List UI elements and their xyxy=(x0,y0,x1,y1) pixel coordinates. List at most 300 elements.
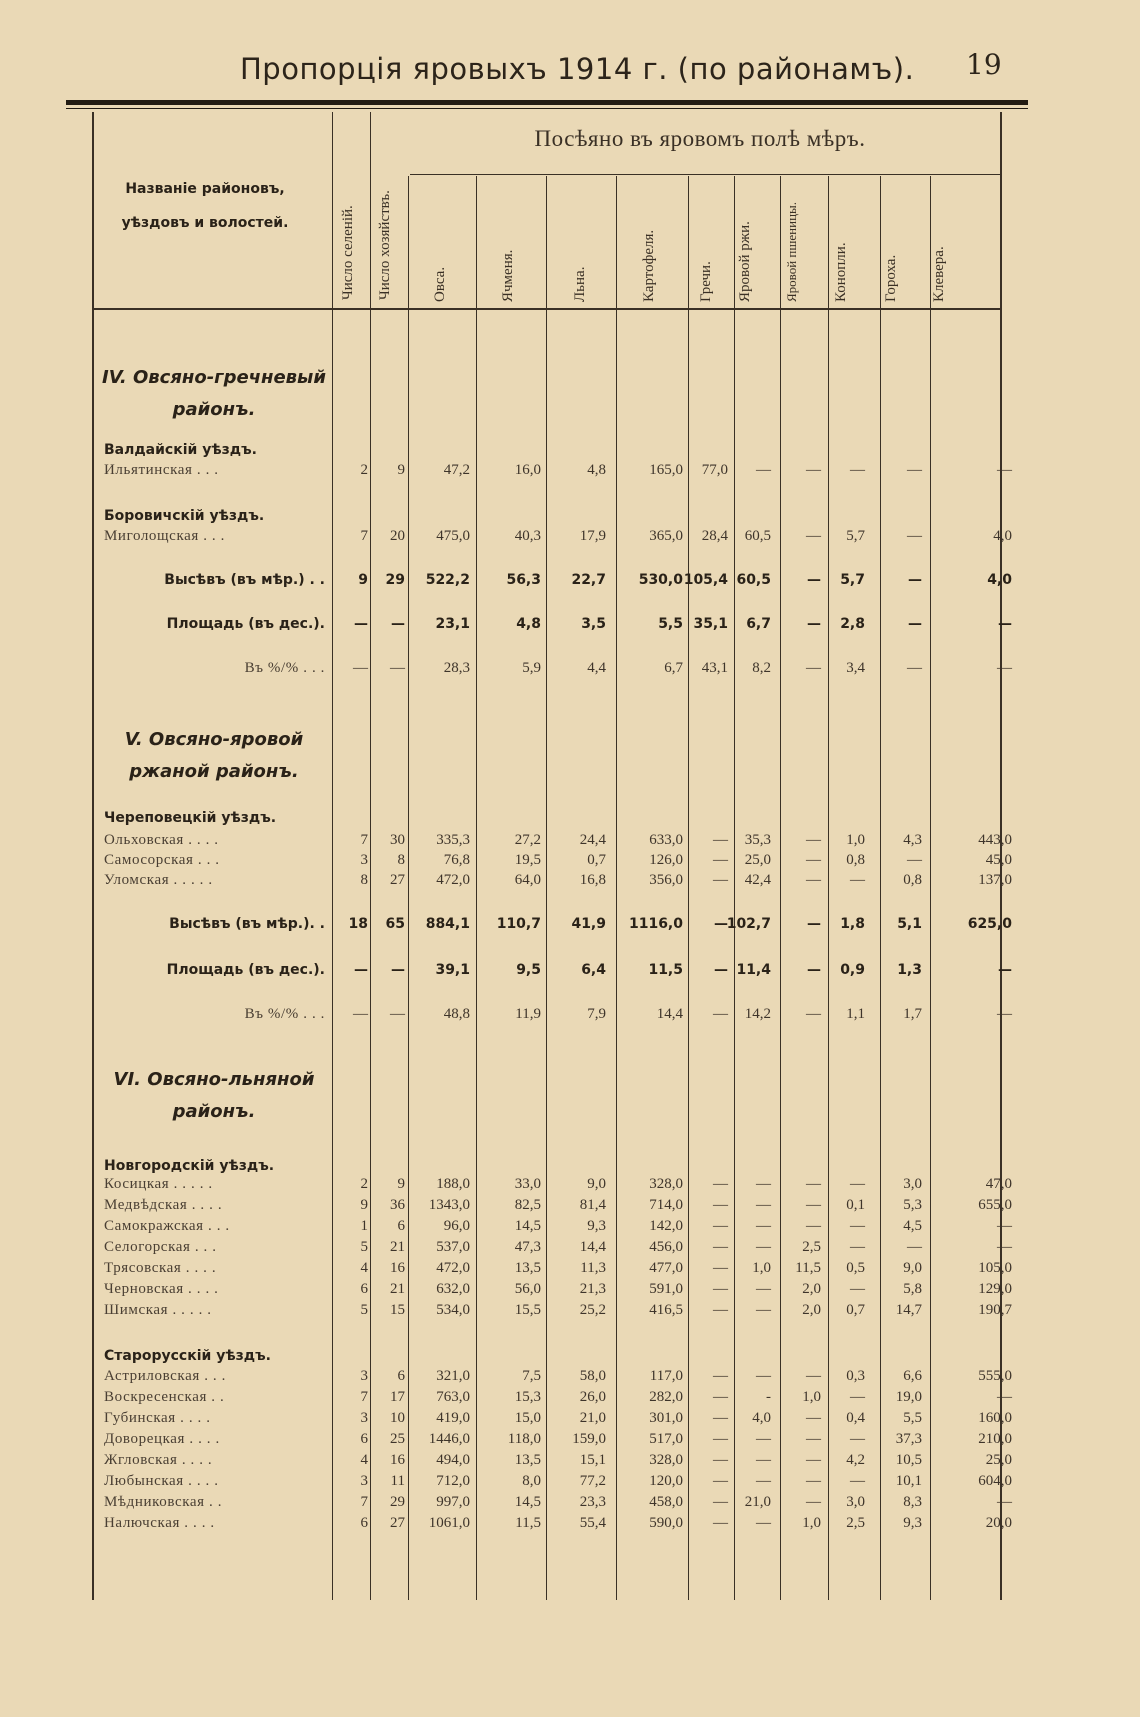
cell-value: — xyxy=(806,1197,821,1213)
cell-value: 16 xyxy=(390,1452,405,1468)
cell-value: 714,0 xyxy=(649,1197,683,1213)
header-names: Названіе районовъ, уѣздовъ и волостей. xyxy=(121,181,289,231)
row-name: Жгловская . . . . xyxy=(104,1452,213,1468)
cell-value: 55,4 xyxy=(579,1515,606,1531)
cell-value: 2,0 xyxy=(802,1281,821,1297)
cell-value: — xyxy=(850,872,865,888)
cell-value: 1116,0 xyxy=(628,916,683,932)
cell-value: 165,0 xyxy=(649,462,683,478)
cell-value: 301,0 xyxy=(649,1410,683,1426)
cell-value: 15,1 xyxy=(579,1452,606,1468)
cell-value: 39,1 xyxy=(435,962,470,978)
cell-value: 633,0 xyxy=(649,832,683,848)
cell-value: 0,3 xyxy=(846,1368,865,1384)
cell-value: 21,0 xyxy=(744,1494,771,1510)
cell-value: 19,0 xyxy=(895,1389,922,1405)
cell-value: 77,2 xyxy=(579,1473,606,1489)
cell-value: 4,4 xyxy=(587,660,606,676)
cell-value: 0,8 xyxy=(846,852,865,868)
row-name: Косицкая . . . . . xyxy=(104,1176,213,1192)
cell-value: 190,7 xyxy=(978,1302,1012,1318)
cell-value: 15,5 xyxy=(514,1302,541,1318)
table-row xyxy=(0,1410,1140,1430)
row-name: Медвѣдская . . . . xyxy=(104,1197,223,1213)
cell-value: — xyxy=(713,1515,728,1531)
cell-value: 4,8 xyxy=(587,462,606,478)
cell-value: 0,9 xyxy=(840,962,865,978)
cell-value: — xyxy=(713,1410,728,1426)
cell-value: — xyxy=(908,616,922,632)
table-row xyxy=(0,1239,1140,1259)
cell-value: 282,0 xyxy=(649,1389,683,1405)
cell-value: 7,5 xyxy=(522,1368,541,1384)
row-name: Шимская . . . . . xyxy=(104,1302,212,1318)
top-rule-thin xyxy=(66,108,1028,109)
cell-value: — xyxy=(713,1452,728,1468)
cell-value: 19,5 xyxy=(514,852,541,868)
row-name: Любынская . . . . xyxy=(104,1473,219,1489)
cell-value: 530,0 xyxy=(638,572,683,588)
row-name: Доворецкая . . . . xyxy=(104,1431,220,1447)
cell-value: 21 xyxy=(390,1281,405,1297)
cell-value: 65 xyxy=(385,916,405,932)
cell-value: 8,2 xyxy=(752,660,771,676)
cell-value: — xyxy=(806,1006,821,1022)
cell-value: 6 xyxy=(397,1218,405,1234)
cell-value: 210,0 xyxy=(978,1431,1012,1447)
cell-value: — xyxy=(850,1239,865,1255)
cell-value: 1343,0 xyxy=(428,1197,470,1213)
cell-value: 9,3 xyxy=(903,1515,922,1531)
cell-value: — xyxy=(390,660,405,676)
cell-value: — xyxy=(907,528,922,544)
cell-value: 6 xyxy=(397,1368,405,1384)
cell-value: 4,5 xyxy=(903,1218,922,1234)
cell-value: 335,3 xyxy=(436,832,470,848)
cell-value: 6 xyxy=(360,1281,368,1297)
percent-row xyxy=(0,660,1140,680)
header-crop: Картофеля. xyxy=(641,229,657,302)
cell-value: 22,7 xyxy=(571,572,606,588)
cell-value: 884,1 xyxy=(425,916,470,932)
cell-value: 11,5 xyxy=(795,1260,821,1276)
cell-value: 8,3 xyxy=(903,1494,922,1510)
table-row xyxy=(0,528,1140,548)
table-row xyxy=(0,1515,1140,1535)
cell-value: 56,0 xyxy=(514,1281,541,1297)
cell-value: 5,5 xyxy=(903,1410,922,1426)
cell-value: 5,3 xyxy=(903,1197,922,1213)
cell-value: 8 xyxy=(397,852,405,868)
cell-value: 37,3 xyxy=(895,1431,922,1447)
cell-value: 591,0 xyxy=(649,1281,683,1297)
cell-value: — xyxy=(756,1218,771,1234)
cell-value: 17 xyxy=(390,1389,405,1405)
cell-value: 1,0 xyxy=(846,832,865,848)
cell-value: 5,7 xyxy=(840,572,865,588)
cell-value: 33,0 xyxy=(514,1176,541,1192)
cell-value: — xyxy=(713,1389,728,1405)
row-name: Налючская . . . . xyxy=(104,1515,215,1531)
cell-value: — xyxy=(850,1281,865,1297)
cell-value: 5,1 xyxy=(897,916,922,932)
cell-value: 81,4 xyxy=(579,1197,606,1213)
cell-value: — xyxy=(714,916,728,932)
cell-value: 419,0 xyxy=(436,1410,470,1426)
cell-value: 494,0 xyxy=(436,1452,470,1468)
cell-value: 117,0 xyxy=(649,1368,683,1384)
cell-value: — xyxy=(756,1431,771,1447)
cell-value: 458,0 xyxy=(649,1494,683,1510)
cell-value: — xyxy=(806,462,821,478)
header-crop: Льна. xyxy=(572,266,588,302)
cell-value: 42,4 xyxy=(744,872,771,888)
table-row xyxy=(0,1389,1140,1409)
uezd-heading: Череповецкій уѣздъ. xyxy=(104,810,277,826)
row-name: Селогорская . . . xyxy=(104,1239,217,1255)
cell-value: 43,1 xyxy=(701,660,728,676)
row-name: Высѣвъ (въ мѣр.). . xyxy=(169,916,325,932)
cell-value: — xyxy=(713,1368,728,1384)
cell-value: — xyxy=(807,916,821,932)
cell-value: 15,0 xyxy=(514,1410,541,1426)
cell-value: 110,7 xyxy=(496,916,541,932)
header-crop: Яровой ржи. xyxy=(737,221,753,302)
cell-value: 5 xyxy=(360,1239,368,1255)
cell-value: 3,0 xyxy=(903,1176,922,1192)
cell-value: 2,5 xyxy=(846,1515,865,1531)
row-name: Высѣвъ (въ мѣр.) . . xyxy=(164,572,325,588)
table-row xyxy=(0,852,1140,872)
cell-value: 10,5 xyxy=(895,1452,922,1468)
cell-value: 534,0 xyxy=(436,1302,470,1318)
cell-value: — xyxy=(997,1006,1012,1022)
table-row xyxy=(0,1368,1140,1388)
cell-value: 76,8 xyxy=(443,852,470,868)
cell-value: — xyxy=(850,1176,865,1192)
cell-value: 472,0 xyxy=(436,1260,470,1276)
cell-value: 328,0 xyxy=(649,1452,683,1468)
cell-value: — xyxy=(354,616,368,632)
header-crop: Ячменя. xyxy=(500,249,516,302)
row-name: Черновская . . . . xyxy=(104,1281,219,1297)
cell-value: 23,1 xyxy=(435,616,470,632)
uezd-heading: Боровичскій уѣздъ. xyxy=(104,508,265,524)
total-row xyxy=(0,916,1140,936)
cell-value: 14,2 xyxy=(744,1006,771,1022)
cell-value: 15,3 xyxy=(514,1389,541,1405)
cell-value: 6,6 xyxy=(903,1368,922,1384)
cell-value: 9 xyxy=(358,572,368,588)
cell-value: — xyxy=(713,1494,728,1510)
cell-value: — xyxy=(806,1176,821,1192)
cell-value: 0,5 xyxy=(846,1260,865,1276)
cell-value: 6,7 xyxy=(664,660,683,676)
cell-value: — xyxy=(806,1494,821,1510)
cell-value: — xyxy=(713,832,728,848)
cell-value: — xyxy=(713,1260,728,1276)
header-crop: Овса. xyxy=(432,266,448,302)
cell-value: 41,9 xyxy=(571,916,606,932)
cell-value: 29 xyxy=(390,1494,405,1510)
cell-value: 35,3 xyxy=(744,832,771,848)
cell-value: 188,0 xyxy=(436,1176,470,1192)
cell-value: — xyxy=(713,1473,728,1489)
cell-value: 472,0 xyxy=(436,872,470,888)
cell-value: 3 xyxy=(360,1473,368,1489)
page-number: 19 xyxy=(966,48,1002,81)
row-name: Губинская . . . . xyxy=(104,1410,211,1426)
cell-value: — xyxy=(756,462,771,478)
cell-value: 26,0 xyxy=(579,1389,606,1405)
cell-value: — xyxy=(390,1006,405,1022)
cell-value: — xyxy=(998,962,1012,978)
cell-value: 9,0 xyxy=(587,1176,606,1192)
cell-value: — xyxy=(850,1473,865,1489)
cell-value: — xyxy=(806,852,821,868)
uezd-heading: Новгородскій уѣздъ. xyxy=(104,1158,275,1174)
table-row xyxy=(0,1176,1140,1196)
cell-value: 416,5 xyxy=(649,1302,683,1318)
cell-value: - xyxy=(766,1389,771,1405)
cell-value: — xyxy=(353,1006,368,1022)
cell-value: 6,4 xyxy=(581,962,606,978)
cell-value: 5 xyxy=(360,1302,368,1318)
cell-value: 48,8 xyxy=(443,1006,470,1022)
uezd-heading: Валдайскій уѣздъ. xyxy=(104,442,257,458)
cell-value: 21,3 xyxy=(579,1281,606,1297)
cell-value: 24,4 xyxy=(579,832,606,848)
cell-value: 36 xyxy=(390,1197,405,1213)
cell-value: 56,3 xyxy=(506,572,541,588)
row-name: Въ %/% . . . xyxy=(244,1006,325,1022)
cell-value: 47,3 xyxy=(514,1239,541,1255)
cell-value: — xyxy=(756,1197,771,1213)
cell-value: 1,7 xyxy=(903,1006,922,1022)
cell-value: — xyxy=(391,962,405,978)
cell-value: 4,2 xyxy=(846,1452,865,1468)
cell-value: 159,0 xyxy=(572,1431,606,1447)
cell-value: 3 xyxy=(360,1410,368,1426)
cell-value: 5,8 xyxy=(903,1281,922,1297)
cell-value: — xyxy=(907,852,922,868)
cell-value: 60,5 xyxy=(736,572,771,588)
cell-value: 30 xyxy=(390,832,405,848)
cell-value: 4,0 xyxy=(987,572,1012,588)
cell-value: 590,0 xyxy=(649,1515,683,1531)
cell-value: — xyxy=(807,616,821,632)
header-bottom-rule xyxy=(92,308,1002,310)
cell-value: — xyxy=(756,1515,771,1531)
cell-value: 14,5 xyxy=(514,1218,541,1234)
cell-value: — xyxy=(850,1389,865,1405)
cell-value: 3 xyxy=(360,1368,368,1384)
cell-value: 16 xyxy=(390,1260,405,1276)
cell-value: 3,4 xyxy=(846,660,865,676)
cell-value: 129,0 xyxy=(978,1281,1012,1297)
cell-value: 7 xyxy=(360,832,368,848)
cell-value: — xyxy=(353,660,368,676)
cell-value: — xyxy=(907,1239,922,1255)
cell-value: — xyxy=(806,660,821,676)
cell-value: 321,0 xyxy=(436,1368,470,1384)
cell-value: — xyxy=(908,572,922,588)
uezd-heading: Старорусскій уѣздъ. xyxy=(104,1348,271,1364)
cell-value: 25,0 xyxy=(744,852,771,868)
cell-value: 4 xyxy=(360,1452,368,1468)
cell-value: 17,9 xyxy=(579,528,606,544)
table-row xyxy=(0,1281,1140,1301)
header-villages: Число селеній. xyxy=(340,205,356,300)
cell-value: 60,5 xyxy=(744,528,771,544)
cell-value: — xyxy=(997,1494,1012,1510)
cell-value: — xyxy=(806,1473,821,1489)
cell-value: — xyxy=(713,872,728,888)
cell-value: 7,9 xyxy=(587,1006,606,1022)
cell-value: 13,5 xyxy=(514,1260,541,1276)
cell-value: — xyxy=(806,1218,821,1234)
cell-value: 1,3 xyxy=(897,962,922,978)
cell-value: 10 xyxy=(390,1410,405,1426)
cell-value: 4,0 xyxy=(752,1410,771,1426)
cell-value: — xyxy=(907,462,922,478)
cell-value: 27 xyxy=(390,1515,405,1531)
cell-value: — xyxy=(907,660,922,676)
district-heading: VI. Овсяно-льняной районъ. xyxy=(113,1069,315,1122)
header-crop: Клевера. xyxy=(931,246,947,302)
cell-value: — xyxy=(806,872,821,888)
cell-value: 105,4 xyxy=(683,572,728,588)
header-crop: Яровой пшеницы. xyxy=(784,201,799,302)
cell-value: 5,7 xyxy=(846,528,865,544)
cell-value: 35,1 xyxy=(693,616,728,632)
cell-value: 11,3 xyxy=(580,1260,606,1276)
cell-value: — xyxy=(998,616,1012,632)
district-heading: IV. Овсяно-гречневый районъ. xyxy=(102,367,326,420)
cell-value: 1 xyxy=(360,1218,368,1234)
district-heading: V. Овсяно-яровой ржаной районъ. xyxy=(124,729,304,782)
cell-value: 443,0 xyxy=(978,832,1012,848)
cell-value: 7 xyxy=(360,1494,368,1510)
cell-value: 5,5 xyxy=(658,616,683,632)
cell-value: 18 xyxy=(348,916,368,932)
cell-value: 6,7 xyxy=(746,616,771,632)
table-row xyxy=(0,872,1140,892)
header-households: Число хозяйствъ. xyxy=(377,190,393,300)
row-name: Воскресенская . . xyxy=(104,1389,225,1405)
cell-value: 632,0 xyxy=(436,1281,470,1297)
row-name: Площадь (въ дес.). xyxy=(166,962,325,978)
area-row xyxy=(0,962,1140,982)
cell-value: 10,1 xyxy=(895,1473,922,1489)
cell-value: 142,0 xyxy=(649,1218,683,1234)
cell-value: 2,8 xyxy=(840,616,865,632)
cell-value: 14,4 xyxy=(656,1006,683,1022)
cell-value: 11,5 xyxy=(648,962,683,978)
cell-value: — xyxy=(807,962,821,978)
cell-value: 475,0 xyxy=(436,528,470,544)
cell-value: — xyxy=(713,1239,728,1255)
total-row xyxy=(0,572,1140,592)
percent-row xyxy=(0,1006,1140,1026)
cell-value: 2 xyxy=(360,462,368,478)
cell-value: — xyxy=(806,1368,821,1384)
cell-value: — xyxy=(713,852,728,868)
table-row xyxy=(0,832,1140,852)
sown-subheader-rule xyxy=(410,174,1000,175)
cell-value: 137,0 xyxy=(978,872,1012,888)
cell-value: 5,9 xyxy=(522,660,541,676)
cell-value: 477,0 xyxy=(649,1260,683,1276)
cell-value: — xyxy=(850,462,865,478)
cell-value: — xyxy=(997,1239,1012,1255)
cell-value: 25,2 xyxy=(579,1302,606,1318)
cell-value: 9 xyxy=(397,1176,405,1192)
cell-value: 625,0 xyxy=(967,916,1012,932)
cell-value: 11,5 xyxy=(515,1515,541,1531)
cell-value: 28,4 xyxy=(701,528,728,544)
row-name: Астриловская . . . xyxy=(104,1368,226,1384)
cell-value: 9,3 xyxy=(587,1218,606,1234)
cell-value: 6 xyxy=(360,1431,368,1447)
cell-value: — xyxy=(714,962,728,978)
cell-value: 160,0 xyxy=(978,1410,1012,1426)
cell-value: — xyxy=(713,1218,728,1234)
cell-value: — xyxy=(806,1431,821,1447)
cell-value: 16,0 xyxy=(514,462,541,478)
cell-value: 14,4 xyxy=(579,1239,606,1255)
cell-value: 21 xyxy=(390,1239,405,1255)
cell-value: 328,0 xyxy=(649,1176,683,1192)
cell-value: 1,8 xyxy=(840,916,865,932)
cell-value: — xyxy=(713,1176,728,1192)
cell-value: 4,0 xyxy=(993,528,1012,544)
cell-value: 11 xyxy=(390,1473,405,1489)
cell-value: — xyxy=(756,1452,771,1468)
row-name: Площадь (въ дес.). xyxy=(166,616,325,632)
cell-value: — xyxy=(807,572,821,588)
cell-value: 28,3 xyxy=(443,660,470,676)
cell-value: 2,0 xyxy=(802,1302,821,1318)
cell-value: 2 xyxy=(360,1176,368,1192)
cell-value: 27,2 xyxy=(514,832,541,848)
cell-value: 456,0 xyxy=(649,1239,683,1255)
cell-value: — xyxy=(354,962,368,978)
cell-value: 0,8 xyxy=(903,872,922,888)
row-name: Самосорская . . . xyxy=(104,852,220,868)
row-name: Ильятинская . . . xyxy=(104,462,219,478)
cell-value: 45,0 xyxy=(985,852,1012,868)
cell-value: 1,1 xyxy=(846,1006,865,1022)
cell-value: 21,0 xyxy=(579,1410,606,1426)
cell-value: — xyxy=(756,1176,771,1192)
cell-value: 25,0 xyxy=(985,1452,1012,1468)
table-row xyxy=(0,1260,1140,1280)
table-row xyxy=(0,1431,1140,1451)
table-row xyxy=(0,1197,1140,1217)
cell-value: — xyxy=(391,616,405,632)
header-crop: Гречи. xyxy=(698,261,714,302)
cell-value: 537,0 xyxy=(436,1239,470,1255)
cell-value: 11,4 xyxy=(736,962,771,978)
cell-value: 82,5 xyxy=(514,1197,541,1213)
cell-value: 25 xyxy=(390,1431,405,1447)
cell-value: 0,7 xyxy=(846,1302,865,1318)
cell-value: — xyxy=(756,1302,771,1318)
row-name: Самокражская . . . xyxy=(104,1218,230,1234)
cell-value: 3 xyxy=(360,852,368,868)
cell-value: 4,3 xyxy=(903,832,922,848)
